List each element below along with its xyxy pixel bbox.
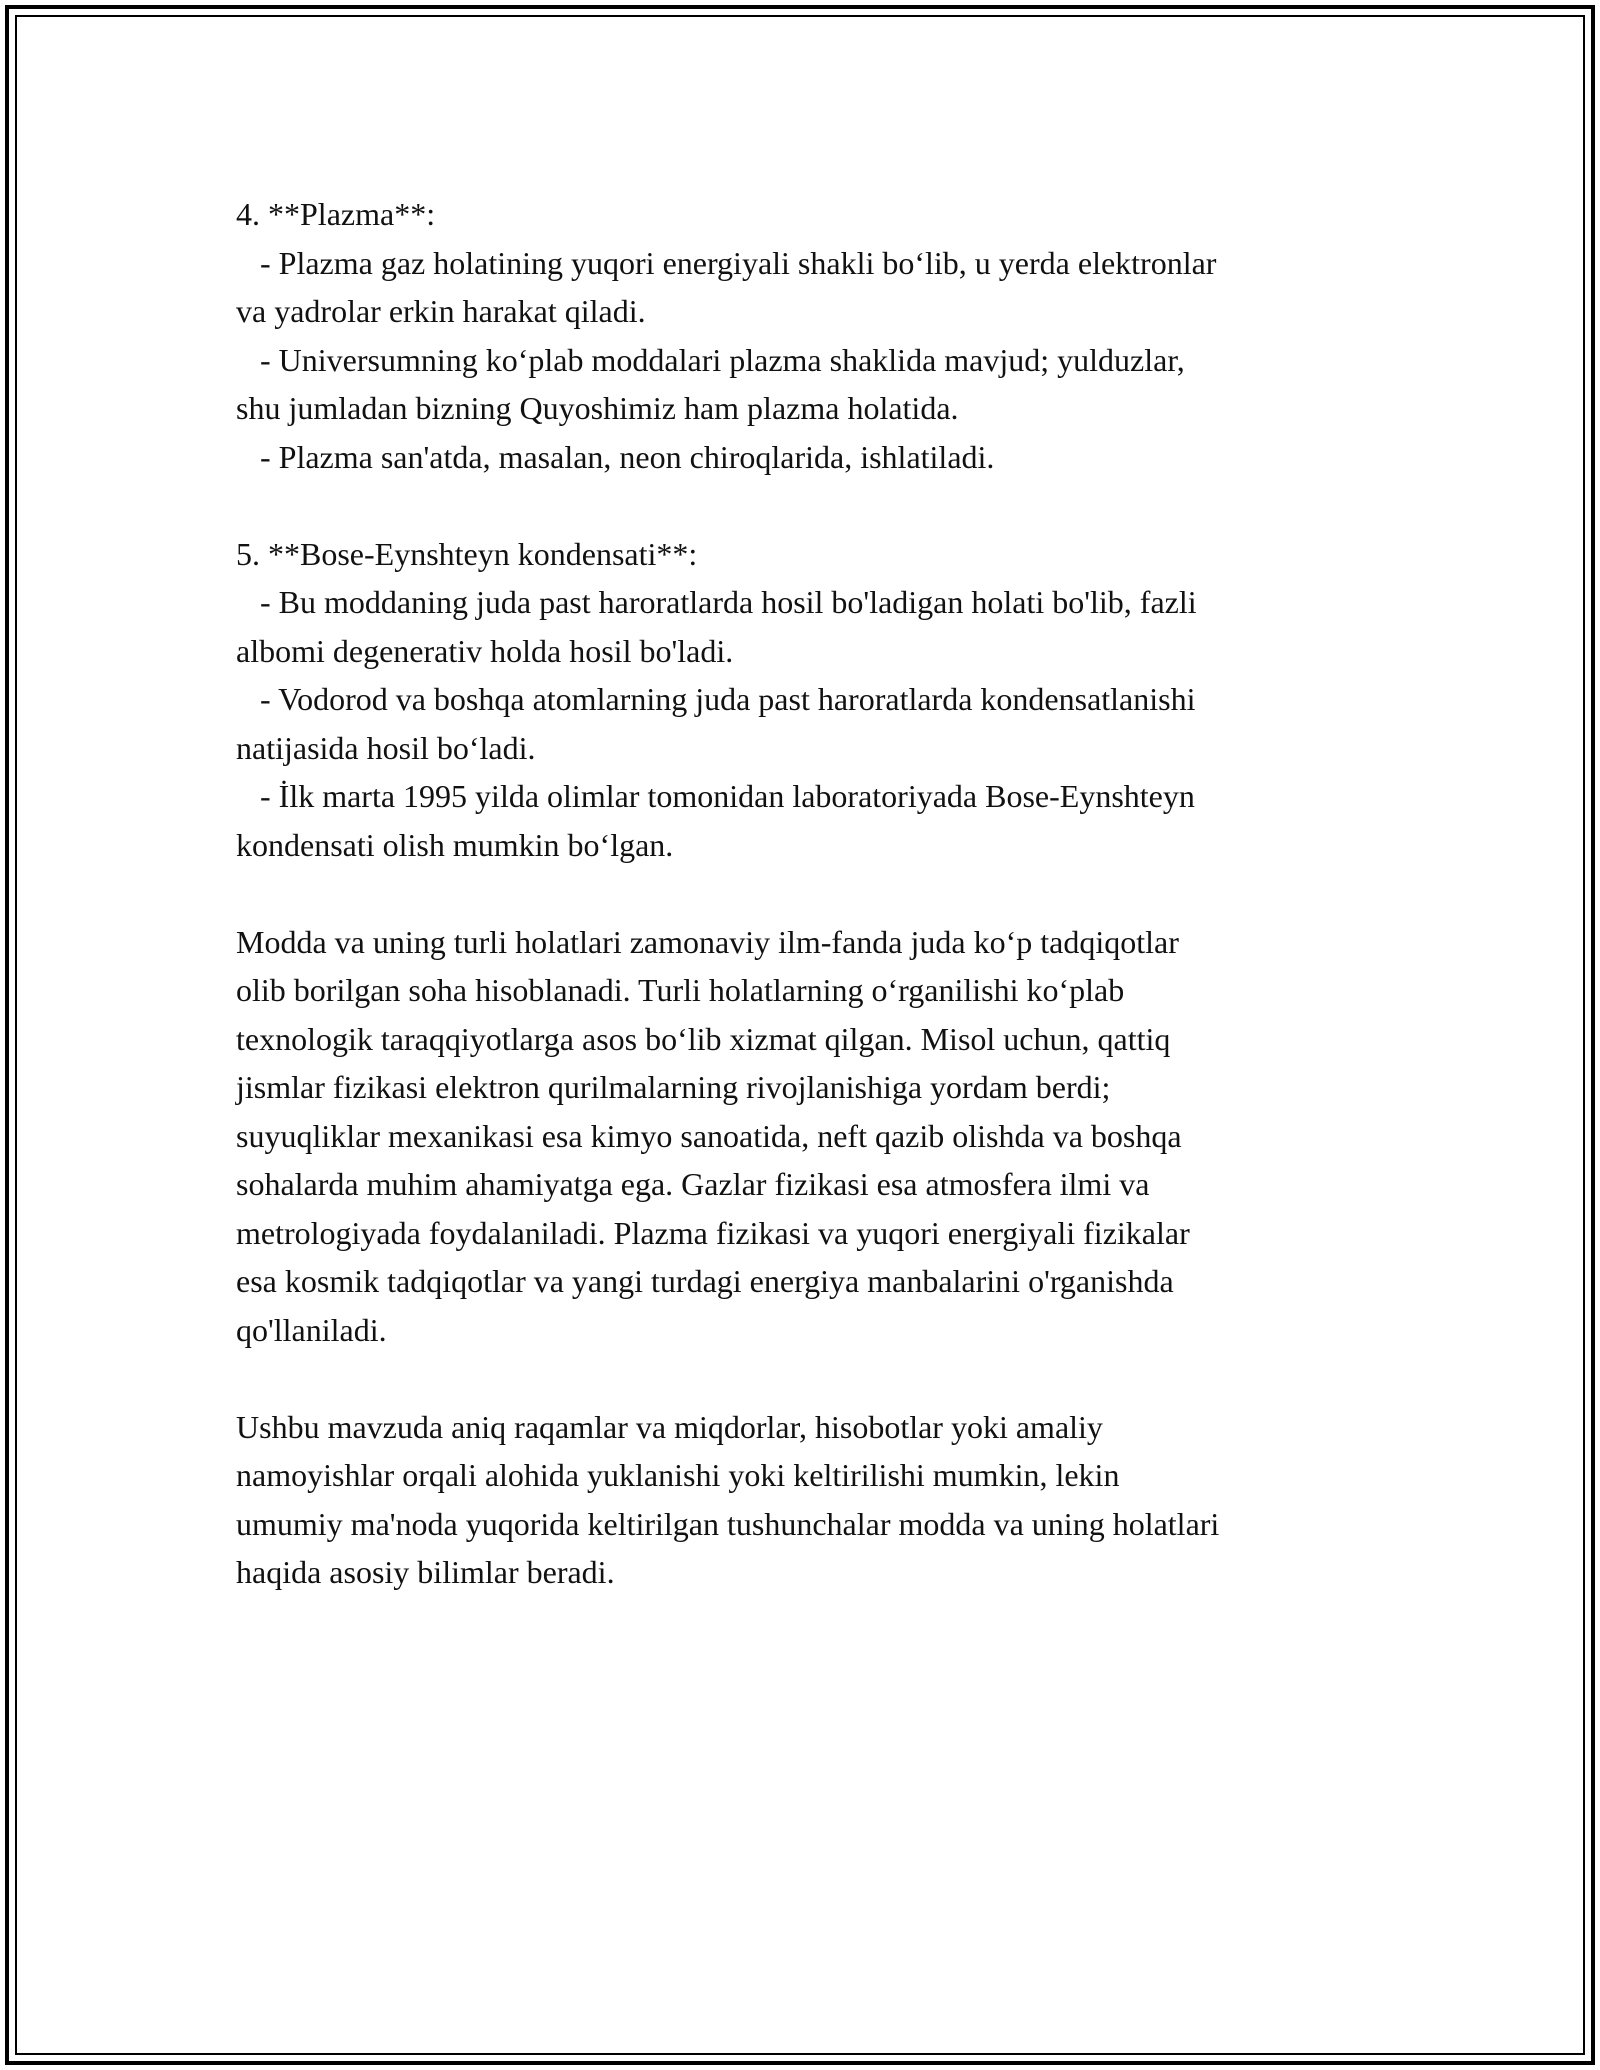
- text-line: olib borilgan soha hisoblanadi. Turli holatlarning o‘rganilishi ko‘plab: [236, 972, 1125, 1008]
- section-plazma: [236, 190, 1376, 481]
- text-line: - Plazma gaz holatining yuqori energiyali shakli bo‘lib, u yerda elektronlar: [236, 244, 1217, 281]
- paragraph-gap: [236, 1354, 1376, 1403]
- paragraph-gap: [236, 481, 1376, 530]
- text-line: 4. **Plazma**:: [236, 196, 436, 232]
- text-line: Ushbu mavzuda aniq raqamlar va miqdorlar, hisobotlar yoki amaliy: [236, 1408, 1103, 1445]
- text-line: metrologiyada foydalaniladi. Plazma fizikasi va yuqori energiyali fizikalar: [236, 1214, 1190, 1251]
- text-line: - Vodorod va boshqa atomlarning juda past haroratlarda kondensatlanishi: [236, 681, 1196, 717]
- document-body: [236, 190, 1376, 1597]
- text-line: jismlar fizikasi elektron qurilmalarning rivojlanishiga yordam berdi;: [236, 1069, 1111, 1105]
- text-line: qo'llaniladi.: [236, 1311, 387, 1348]
- text-line: - İlk marta 1995 yilda olimlar tomonidan laboratoriyada Bose-Eynshteyn: [236, 778, 1195, 814]
- section-bose-einstein: [236, 530, 1376, 870]
- text-line: shu jumladan bizning Quyoshimiz ham plazma holatida.: [236, 390, 959, 426]
- text-line: esa kosmik tadqiqotlar va yangi turdagi energiya manbalarini o'rganishda: [236, 1263, 1174, 1299]
- text-line: umumiy ma'noda yuqorida keltirilgan tushunchalar modda va uning holatlari: [236, 1505, 1220, 1542]
- text-line: - Bu moddaning juda past haroratlarda hosil bo'ladigan holati bo'lib, fazli: [236, 584, 1197, 620]
- text-line: suyuqliklar mexanikasi esa kimyo sanoatida, neft qazib olishda va boshqa: [236, 1117, 1182, 1154]
- text-line: natijasida hosil bo‘ladi.: [236, 729, 536, 766]
- text-line: namoyishlar orqali alohida yuklanishi yoki keltirilishi mumkin, lekin: [236, 1457, 1120, 1493]
- text-line: albomi degenerativ holda hosil bo'ladi.: [236, 632, 734, 669]
- text-line: - Plazma san'atda, masalan, neon chiroqlarida, ishlatiladi.: [236, 438, 995, 475]
- text-line: Modda va uning turli holatlari zamonaviy ilm-fanda juda ko‘p tadqiqotlar: [236, 923, 1179, 960]
- paragraph-conclusion: [236, 1403, 1376, 1597]
- text-line: texnologik taraqqiyotlarga asos bo‘lib xizmat qilgan. Misol uchun, qattiq: [236, 1020, 1171, 1057]
- text-line: sohalarda muhim ahamiyatga ega. Gazlar fizikasi esa atmosfera ilmi va: [236, 1166, 1150, 1202]
- paragraph-modern-research: [236, 918, 1376, 1355]
- text-line: - Universumning ko‘plab moddalari plazma shaklida mavjud; yulduzlar,: [236, 341, 1185, 378]
- text-line: 5. **Bose-Eynshteyn kondensati**:: [236, 535, 698, 572]
- text-line: kondensati olish mumkin bo‘lgan.: [236, 826, 674, 863]
- text-line: va yadrolar erkin harakat qiladi.: [236, 293, 646, 329]
- text-line: haqida asosiy bilimlar beradi.: [236, 1554, 615, 1590]
- paragraph-gap: [236, 869, 1376, 918]
